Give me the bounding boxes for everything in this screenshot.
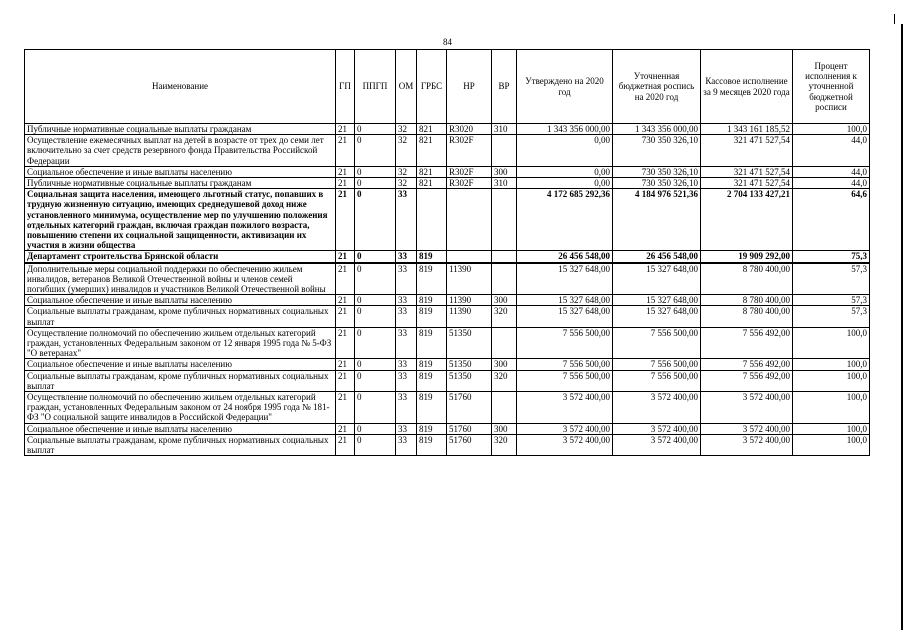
cell-vr: 320 [492,306,517,327]
cell-np [447,189,492,251]
cell-grbs: 821 [417,178,447,189]
cell-gp: 21 [336,327,355,359]
page-number: 84 [443,37,452,47]
table-row [25,434,870,455]
cell-om: 33 [396,189,417,251]
col-header-gp: ГП [336,50,355,124]
cell-vr: 310 [492,178,517,189]
cell-gp: 21 [336,359,355,370]
cell-vr [492,263,517,295]
cell-grbs: 819 [417,263,447,295]
cell-ppgp: 0 [355,189,396,251]
cell-approved: 0,00 [517,135,613,167]
cell-grbs: 819 [417,306,447,327]
col-header-np: НР [447,50,492,124]
cell-approved: 15 327 648,00 [517,306,613,327]
cell-name: Публичные нормативные социальные выплаты гражданам [25,124,336,135]
cell-approved: 15 327 648,00 [517,295,613,306]
cell-gp: 21 [336,124,355,135]
cell-percent: 100,0 [793,359,870,370]
cell-refined: 3 572 400,00 [613,434,701,455]
cell-refined: 730 350 326,10 [613,135,701,167]
cell-ppgp: 0 [355,370,396,391]
table-row [25,166,870,177]
cell-np: R302F [447,166,492,177]
cell-refined: 15 327 648,00 [613,306,701,327]
cell-ppgp: 0 [355,251,396,263]
cell-percent: 100,0 [793,434,870,455]
col-header-grbs: ГРБС [417,50,447,124]
cell-gp: 21 [336,251,355,263]
cell-name: Социальные выплаты гражданам, кроме публичных нормативных социальных выплат [25,306,336,327]
cell-cash: 1 343 161 185,52 [701,124,793,135]
cell-vr [492,251,517,263]
cell-np: 51350 [447,327,492,359]
cell-np: 11390 [447,263,492,295]
cell-approved: 7 556 500,00 [517,327,613,359]
cell-om: 33 [396,359,417,370]
cell-gp: 21 [336,166,355,177]
cell-cash: 8 780 400,00 [701,295,793,306]
cell-gp: 21 [336,178,355,189]
cell-np: 11390 [447,306,492,327]
cell-name: Публичные нормативные социальные выплаты гражданам [25,178,336,189]
cell-approved: 0,00 [517,178,613,189]
cell-np: 11390 [447,295,492,306]
cell-cash: 3 572 400,00 [701,423,793,434]
cell-vr [492,189,517,251]
cell-vr: 310 [492,124,517,135]
table-row [25,359,870,370]
cell-name: Социальное обеспечение и иные выплаты населению [25,359,336,370]
cell-name: Дополнительные меры социальной поддержки по обеспечению жильем инвалидов, ветеранов Великой Отечественной войны и членов семей погибших (умерших) инвалидов и участников Великой Отечественной войны [25,263,336,295]
cell-cash: 321 471 527,54 [701,166,793,177]
budget-table [24,49,870,456]
cell-refined: 7 556 500,00 [613,359,701,370]
cell-vr: 300 [492,359,517,370]
cell-percent: 44,0 [793,166,870,177]
table-row [25,124,870,135]
cell-grbs [417,189,447,251]
cell-cash: 7 556 492,00 [701,359,793,370]
cell-approved: 3 572 400,00 [517,392,613,424]
cell-vr [492,327,517,359]
cell-approved: 3 572 400,00 [517,434,613,455]
cell-cash: 8 780 400,00 [701,263,793,295]
cell-np: 51760 [447,434,492,455]
cell-refined: 26 456 548,00 [613,251,701,263]
cell-gp: 21 [336,306,355,327]
cell-approved: 3 572 400,00 [517,423,613,434]
header-row [25,50,870,124]
col-header-percent: Процент исполнения к уточненной бюджетной росписи [793,50,870,124]
cell-name: Социальные выплаты гражданам, кроме публичных нормативных социальных выплат [25,434,336,455]
cell-grbs: 819 [417,327,447,359]
cell-gp: 21 [336,295,355,306]
cell-approved: 0,00 [517,166,613,177]
cell-om: 33 [396,327,417,359]
cell-name: Осуществление полномочий по обеспечению жильем отдельных категорий граждан, установленных Федеральным законом от 24 ноября 1995 года № 181-ФЗ "О социальной защите инвалидов в Российской Федерации" [25,392,336,424]
cell-om: 32 [396,178,417,189]
cell-percent: 100,0 [793,124,870,135]
cell-grbs: 819 [417,295,447,306]
table-row [25,306,870,327]
cell-ppgp: 0 [355,295,396,306]
cell-refined: 7 556 500,00 [613,327,701,359]
cell-ppgp: 0 [355,178,396,189]
cell-ppgp: 0 [355,434,396,455]
cell-om: 33 [396,370,417,391]
cell-refined: 7 556 500,00 [613,370,701,391]
cell-refined: 730 350 326,10 [613,178,701,189]
cell-cash: 321 471 527,54 [701,135,793,167]
cell-ppgp: 0 [355,166,396,177]
cell-ppgp: 0 [355,306,396,327]
cell-vr: 300 [492,423,517,434]
cell-gp: 21 [336,189,355,251]
cell-ppgp: 0 [355,423,396,434]
cell-grbs: 821 [417,166,447,177]
cell-ppgp: 0 [355,327,396,359]
cell-name: Осуществление полномочий по обеспечению жильем отдельных категорий граждан, установленных Федеральным законом от 12 января 1995 года № 5-ФЗ "О ветеранах" [25,327,336,359]
cell-ppgp: 0 [355,392,396,424]
cell-vr: 320 [492,370,517,391]
table-row [25,189,870,251]
cell-name: Социальное обеспечение и иные выплаты населению [25,423,336,434]
cell-np: R302F [447,178,492,189]
cell-cash: 3 572 400,00 [701,392,793,424]
cell-percent: 57,3 [793,306,870,327]
table-row [25,295,870,306]
cell-cash: 3 572 400,00 [701,434,793,455]
page-edge-bar [901,24,903,630]
table-row [25,178,870,189]
cell-refined: 730 350 326,10 [613,166,701,177]
cell-percent: 75,3 [793,251,870,263]
cell-grbs: 819 [417,434,447,455]
cell-cash: 321 471 527,54 [701,178,793,189]
cell-vr: 300 [492,166,517,177]
cell-percent: 64,6 [793,189,870,251]
cell-cash: 7 556 492,00 [701,370,793,391]
cell-approved: 7 556 500,00 [517,370,613,391]
cell-ppgp: 0 [355,263,396,295]
cell-om: 33 [396,306,417,327]
cell-vr: 320 [492,434,517,455]
cell-grbs: 819 [417,392,447,424]
cell-cash: 7 556 492,00 [701,327,793,359]
cell-refined: 3 572 400,00 [613,423,701,434]
cell-om: 33 [396,392,417,424]
cell-gp: 21 [336,434,355,455]
cell-percent: 57,3 [793,263,870,295]
cell-refined: 15 327 648,00 [613,295,701,306]
cell-vr [492,392,517,424]
cell-gp: 21 [336,263,355,295]
cell-grbs: 819 [417,359,447,370]
cell-vr: 300 [492,295,517,306]
cell-vr [492,135,517,167]
cell-percent: 100,0 [793,392,870,424]
cell-approved: 15 327 648,00 [517,263,613,295]
cell-om: 33 [396,263,417,295]
cell-approved: 1 343 356 000,00 [517,124,613,135]
cell-approved: 4 172 685 292,36 [517,189,613,251]
cell-grbs: 819 [417,370,447,391]
cell-om: 33 [396,295,417,306]
cell-percent: 44,0 [793,178,870,189]
cell-name: Социальное обеспечение и иные выплаты населению [25,166,336,177]
cell-np [447,251,492,263]
cell-percent: 100,0 [793,423,870,434]
cell-np: R302F [447,135,492,167]
table-row [25,263,870,295]
cell-np: 51350 [447,370,492,391]
cell-cash: 2 704 133 427,21 [701,189,793,251]
cell-om: 32 [396,166,417,177]
cell-gp: 21 [336,392,355,424]
cell-ppgp: 0 [355,359,396,370]
col-header-name: Наименование [25,50,336,124]
cell-name: Социальная защита населения, имеющего льготный статус, попавших в трудную жизненную ситуацию, имеющих среднедушевой доход ниже установленного минимума, осуществление мер по улучшению положения отдельных категорий граждан, включая граждан пожилого возраста, повышению степени их социальной защищенности, активизации их участия в жизни общества [25,189,336,251]
table-row [25,327,870,359]
cell-name: Департамент строительства Брянской области [25,251,336,263]
col-header-refined: Уточненная бюджетная роспись на 2020 год [613,50,701,124]
cell-name: Осуществление ежемесячных выплат на детей в возрасте от трех до семи лет включительно за счет средств резервного фонда Правительства Российской Федерации [25,135,336,167]
cell-grbs: 821 [417,124,447,135]
table-row [25,392,870,424]
cell-cash: 19 909 292,00 [701,251,793,263]
cell-om: 32 [396,135,417,167]
cell-approved: 26 456 548,00 [517,251,613,263]
col-header-approved: Утверждено на 2020 год [517,50,613,124]
cell-approved: 7 556 500,00 [517,359,613,370]
col-header-ppgp: ППГП [355,50,396,124]
col-header-cash: Кассовое исполнение за 9 месяцев 2020 года [701,50,793,124]
cell-om: 33 [396,434,417,455]
cell-np: R3020 [447,124,492,135]
cell-grbs: 819 [417,423,447,434]
cell-percent: 100,0 [793,370,870,391]
cell-gp: 21 [336,423,355,434]
col-header-vr: ВР [492,50,517,124]
table-row [25,251,870,263]
cell-om: 33 [396,251,417,263]
cell-gp: 21 [336,135,355,167]
cell-np: 51350 [447,359,492,370]
cell-refined: 1 343 356 000,00 [613,124,701,135]
cell-refined: 15 327 648,00 [613,263,701,295]
cell-ppgp: 0 [355,124,396,135]
cell-om: 33 [396,423,417,434]
cell-refined: 3 572 400,00 [613,392,701,424]
cell-gp: 21 [336,370,355,391]
cell-np: 51760 [447,392,492,424]
col-header-om: ОМ [396,50,417,124]
cell-grbs: 819 [417,251,447,263]
cell-percent: 100,0 [793,327,870,359]
cell-np: 51760 [447,423,492,434]
page-edge-mark [894,14,895,24]
cell-ppgp: 0 [355,135,396,167]
cell-cash: 8 780 400,00 [701,306,793,327]
cell-percent: 44,0 [793,135,870,167]
table-row [25,135,870,167]
cell-refined: 4 184 976 521,36 [613,189,701,251]
cell-grbs: 821 [417,135,447,167]
cell-name: Социальное обеспечение и иные выплаты населению [25,295,336,306]
table-row [25,423,870,434]
table-row [25,370,870,391]
cell-name: Социальные выплаты гражданам, кроме публичных нормативных социальных выплат [25,370,336,391]
cell-percent: 57,3 [793,295,870,306]
cell-om: 32 [396,124,417,135]
